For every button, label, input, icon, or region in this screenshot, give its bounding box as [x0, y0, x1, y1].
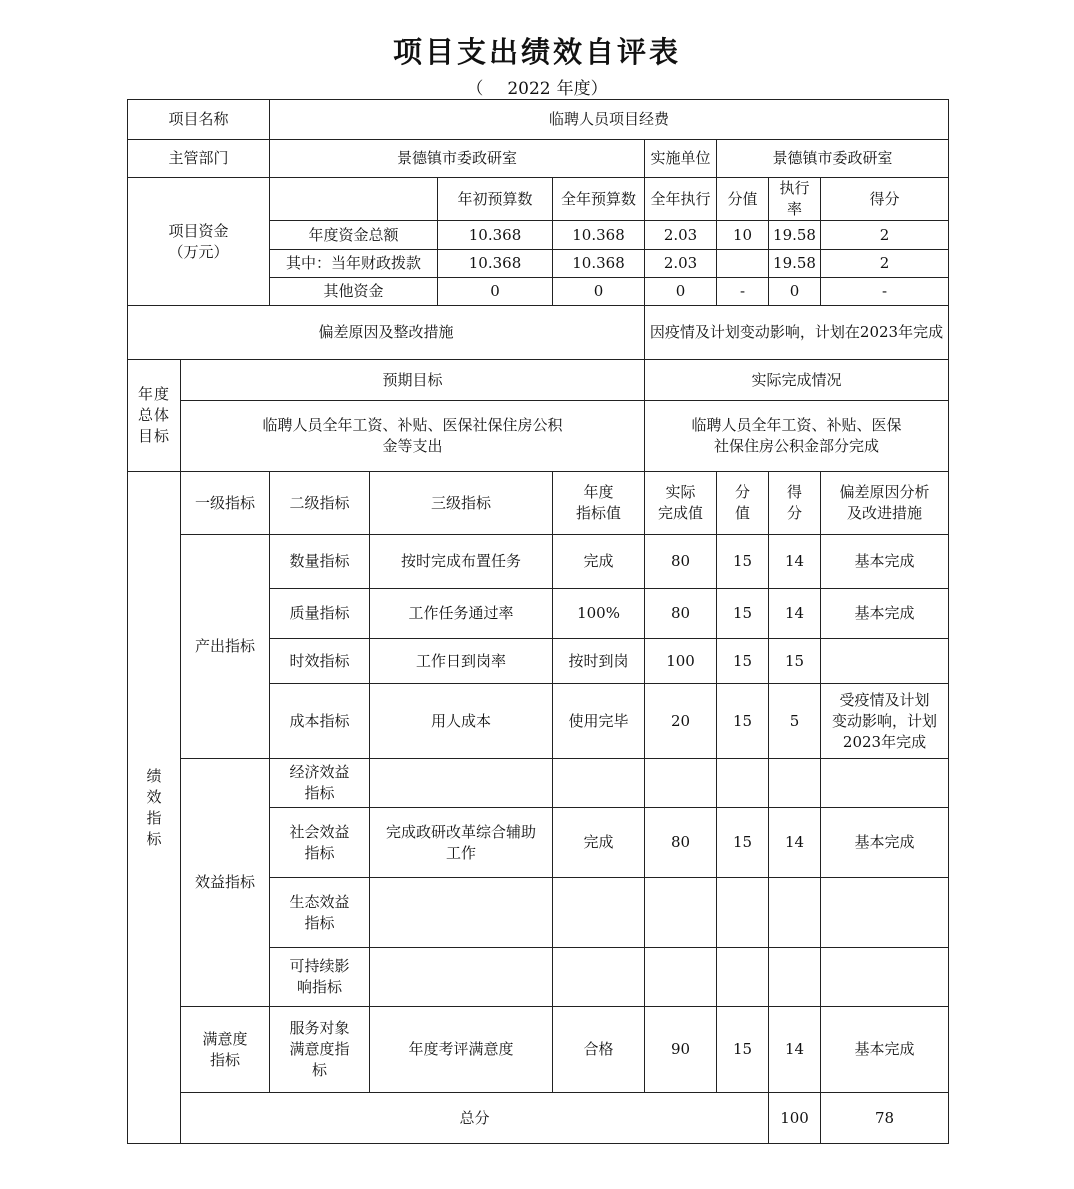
funds-row-label: 其中：当年财政拨款	[270, 250, 438, 278]
perf-score	[769, 948, 821, 1007]
evaluation-table	[127, 99, 949, 1144]
funds-cell: 19.58	[769, 221, 821, 250]
year-subtitle	[0, 74, 1074, 99]
perf-level2: 质量指标	[270, 589, 370, 639]
funds-cell: 2	[821, 250, 949, 278]
perf-note	[821, 948, 949, 1007]
perf-level2: 服务对象 满意度指 标	[270, 1007, 370, 1093]
perf-level2: 生态效益 指标	[270, 878, 370, 948]
project-name-label: 项目名称	[128, 100, 270, 140]
perf-target	[553, 759, 645, 808]
perf-score: 5	[769, 684, 821, 759]
perf-target: 使用完毕	[553, 684, 645, 759]
perf-actual: 80	[645, 535, 717, 589]
funds-header-cell: 执行率	[769, 178, 821, 221]
perf-score-max: 15	[717, 684, 769, 759]
perf-level2: 社会效益 指标	[270, 808, 370, 878]
perf-actual: 100	[645, 639, 717, 684]
perf-score: 14	[769, 589, 821, 639]
perf-header-cell: 实际 完成值	[645, 472, 717, 535]
funds-header-blank	[270, 178, 438, 221]
perf-target: 完成	[553, 535, 645, 589]
perf-level2: 数量指标	[270, 535, 370, 589]
perf-level3: 按时完成布置任务	[370, 535, 553, 589]
perf-actual	[645, 948, 717, 1007]
group-satisfaction: 满意度 指标	[181, 1007, 270, 1093]
funds-cell: 2	[821, 221, 949, 250]
perf-level3	[370, 878, 553, 948]
funds-cell: 2.03	[645, 250, 717, 278]
perf-label: 绩 效 指 标	[128, 472, 181, 1144]
perf-level2: 经济效益 指标	[270, 759, 370, 808]
goal-expected-text: 临聘人员全年工资、补贴、医保社保住房公积 金等支出	[181, 401, 645, 472]
impl-value: 景德镇市委政研室	[717, 140, 949, 178]
goal-label: 年度 总体 目标	[128, 360, 181, 472]
perf-level3	[370, 759, 553, 808]
funds-cell: 19.58	[769, 250, 821, 278]
perf-level3: 工作日到岗率	[370, 639, 553, 684]
funds-label-line1: 项目资金	[168, 221, 229, 240]
project-name-value: 临聘人员项目经费	[270, 100, 949, 140]
funds-cell: -	[821, 278, 949, 306]
total-score-max: 100	[769, 1093, 821, 1144]
funds-header-cell: 年初预算数	[438, 178, 553, 221]
perf-note	[821, 639, 949, 684]
funds-header-exec: 全年执行	[650, 189, 711, 208]
perf-target: 按时到岗	[553, 639, 645, 684]
perf-header-cell: 二级指标	[270, 472, 370, 535]
perf-level3	[370, 948, 553, 1007]
goal-actual-label: 实际完成情况	[645, 360, 949, 401]
funds-cell: 10.368	[438, 221, 553, 250]
funds-cell	[717, 250, 769, 278]
perf-score-max: 15	[717, 808, 769, 878]
perf-level3: 工作任务通过率	[370, 589, 553, 639]
perf-target	[553, 878, 645, 948]
impl-label: 实施单位	[645, 140, 717, 178]
perf-note: 基本完成	[821, 535, 949, 589]
perf-actual	[645, 759, 717, 808]
dept-value: 景德镇市委政研室	[270, 140, 645, 178]
perf-header-cell: 年度 指标值	[553, 472, 645, 535]
perf-score-max: 15	[717, 589, 769, 639]
perf-score-max: 15	[717, 639, 769, 684]
perf-score: 15	[769, 639, 821, 684]
funds-header-cell: 得分	[821, 178, 949, 221]
funds-cell: -	[717, 278, 769, 306]
perf-level3: 完成政研改革综合辅助 工作	[370, 808, 553, 878]
total-label: 总分	[181, 1093, 769, 1144]
total-score: 78	[821, 1093, 949, 1144]
perf-header-cell: 得 分	[769, 472, 821, 535]
perf-level2: 成本指标	[270, 684, 370, 759]
funds-cell: 0	[769, 278, 821, 306]
funds-cell: 10.368	[553, 250, 645, 278]
deviation-text: 因疫情及计划变动影响，计划在2023年完成	[645, 306, 949, 360]
perf-header-cell: 一级指标	[181, 472, 270, 535]
perf-level3: 年度考评满意度	[370, 1007, 553, 1093]
funds-header-cell	[645, 178, 717, 221]
funds-header-cell: 全年预算数	[553, 178, 645, 221]
perf-actual	[645, 878, 717, 948]
perf-target: 完成	[553, 808, 645, 878]
perf-actual: 90	[645, 1007, 717, 1093]
perf-note	[821, 759, 949, 808]
perf-note: 基本完成	[821, 808, 949, 878]
perf-header-cell: 偏差原因分析 及改进措施	[821, 472, 949, 535]
perf-level2: 可持续影 响指标	[270, 948, 370, 1007]
perf-actual: 20	[645, 684, 717, 759]
funds-cell: 10.368	[438, 250, 553, 278]
group-output: 产出指标	[181, 535, 270, 759]
page-title: 项目支出绩效自评表	[392, 35, 681, 69]
perf-target	[553, 948, 645, 1007]
dept-label: 主管部门	[128, 140, 270, 178]
perf-actual: 80	[645, 589, 717, 639]
perf-score-max: 15	[717, 1007, 769, 1093]
perf-score-max	[717, 878, 769, 948]
perf-header-cell: 三级指标	[370, 472, 553, 535]
funds-cell: 0	[553, 278, 645, 306]
perf-target: 合格	[553, 1007, 645, 1093]
group-benefit: 效益指标	[181, 759, 270, 1007]
funds-row-label: 年度资金总额	[270, 221, 438, 250]
perf-score: 14	[769, 535, 821, 589]
perf-score-max	[717, 948, 769, 1007]
funds-cell: 10.368	[553, 221, 645, 250]
funds-cell: 2.03	[645, 221, 717, 250]
subtitle-year: 2022	[507, 79, 551, 99]
perf-score-max	[717, 759, 769, 808]
perf-target: 100%	[553, 589, 645, 639]
perf-level2: 时效指标	[270, 639, 370, 684]
perf-note	[821, 878, 949, 948]
perf-level3: 用人成本	[370, 684, 553, 759]
funds-row-label: 其他资金	[270, 278, 438, 306]
perf-note: 基本完成	[821, 589, 949, 639]
funds-cell: 0	[438, 278, 553, 306]
funds-cell: 10	[717, 221, 769, 250]
perf-score	[769, 878, 821, 948]
perf-score: 14	[769, 1007, 821, 1093]
funds-label	[128, 178, 270, 306]
deviation-label: 偏差原因及整改措施	[128, 306, 645, 360]
goal-expected-label: 预期目标	[181, 360, 645, 401]
perf-note: 基本完成	[821, 1007, 949, 1093]
perf-score	[769, 759, 821, 808]
goal-actual-text: 临聘人员全年工资、补贴、医保 社保住房公积金部分完成	[645, 401, 949, 472]
subtitle-suffix: 年度）	[556, 79, 608, 99]
funds-cell: 0	[645, 278, 717, 306]
perf-score: 14	[769, 808, 821, 878]
subtitle-open: （	[466, 79, 484, 99]
perf-actual: 80	[645, 808, 717, 878]
funds-label-line2: （万元）	[168, 242, 229, 261]
perf-note: 受疫情及计划 变动影响，计划 2023年完成	[821, 684, 949, 759]
perf-header-cell: 分 值	[717, 472, 769, 535]
funds-header-cell: 分值	[717, 178, 769, 221]
perf-score-max: 15	[717, 535, 769, 589]
